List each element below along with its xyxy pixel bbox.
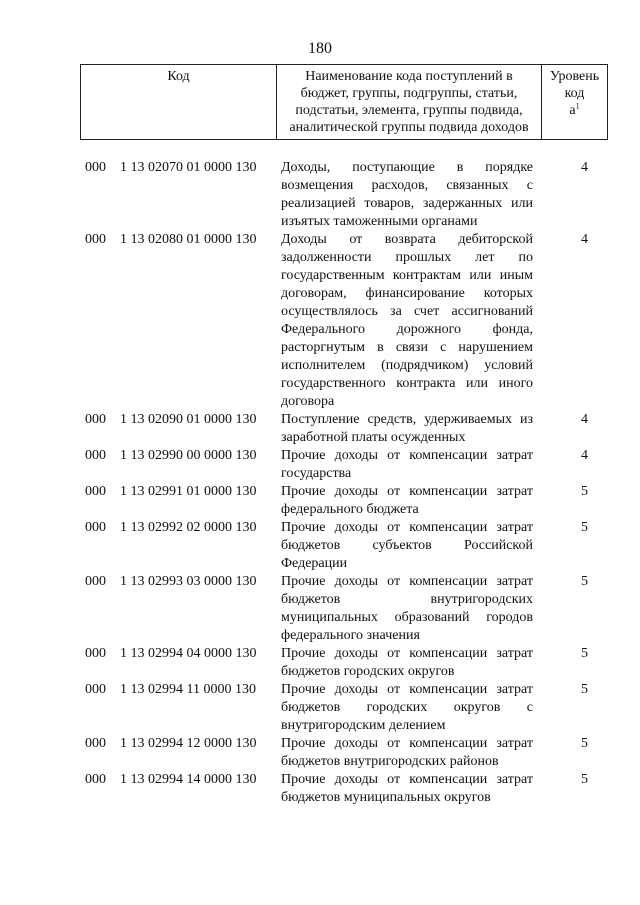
row-name: Прочие доходы от компенсации затрат государства xyxy=(281,448,533,481)
row-level: 5 xyxy=(581,736,588,751)
row-level: 5 xyxy=(581,574,588,589)
row-name: Прочие доходы от компенсации затрат бюджетов муниципальных округов xyxy=(281,772,533,805)
header-level-footnote: 1 xyxy=(575,101,580,111)
row-income-code: 1 13 02994 14 0000 130 xyxy=(120,772,257,787)
row-admin-code: 000 xyxy=(85,772,106,787)
row-admin-code: 000 xyxy=(85,484,106,499)
row-admin-code: 000 xyxy=(85,574,106,589)
table-row xyxy=(80,681,608,735)
header-level-note: а xyxy=(569,103,576,118)
row-income-code: 1 13 02993 03 0000 130 xyxy=(120,574,257,589)
row-name: Прочие доходы от компенсации затрат бюджетов городских округов с внутригородским делением xyxy=(281,682,533,733)
row-admin-code: 000 xyxy=(85,448,106,463)
row-admin-code: 000 xyxy=(85,736,106,751)
row-name: Прочие доходы от компенсации затрат бюджетов городских округов xyxy=(281,646,533,679)
row-name: Прочие доходы от компенсации затрат бюджетов внутригородских районов xyxy=(281,736,533,769)
table-body xyxy=(80,159,608,807)
row-income-code: 1 13 02994 11 0000 130 xyxy=(120,682,256,697)
row-level: 4 xyxy=(581,412,588,427)
row-level: 5 xyxy=(581,682,588,697)
row-admin-code: 000 xyxy=(85,160,106,175)
row-name: Доходы от возврата дебиторской задолженности прошлых лет по государственным контрактам или иным договорам, финансирование которых осуществлялось за счет ассигнований Федерального дорожного фонда, расторгнутым в связи с нарушением исполнителем (подрядчиком) условий государственного контракта или иного договора xyxy=(281,232,533,409)
table-row xyxy=(80,483,608,519)
table-row xyxy=(80,447,608,483)
row-income-code: 1 13 02990 00 0000 130 xyxy=(120,448,257,463)
row-level: 4 xyxy=(581,448,588,463)
row-income-code: 1 13 02994 12 0000 130 xyxy=(120,736,257,751)
header-name: Наименование кода поступлений в бюджет, группы, подгруппы, статьи, подстатьи, элемента, группы подвида, аналитической группы подвида доходов xyxy=(276,65,542,139)
row-name: Прочие доходы от компенсации затрат федерального бюджета xyxy=(281,484,533,517)
row-admin-code: 000 xyxy=(85,520,106,535)
row-admin-code: 000 xyxy=(85,232,106,247)
table-row xyxy=(80,735,608,771)
row-name: Поступление средств, удерживаемых из заработной платы осужденных xyxy=(281,412,533,445)
table-row xyxy=(80,771,608,807)
table-row xyxy=(80,411,608,447)
row-admin-code: 000 xyxy=(85,412,106,427)
table-row xyxy=(80,159,608,231)
row-level: 5 xyxy=(581,772,588,787)
header-code: Код xyxy=(167,69,190,84)
table-row xyxy=(80,645,608,681)
row-name: Прочие доходы от компенсации затрат бюджетов субъектов Российской Федерации xyxy=(281,520,533,571)
page-number: 180 xyxy=(308,40,332,57)
row-level: 5 xyxy=(581,520,588,535)
row-income-code: 1 13 02080 01 0000 130 xyxy=(120,232,257,247)
row-admin-code: 000 xyxy=(85,646,106,661)
table-header xyxy=(80,64,608,140)
table-row xyxy=(80,231,608,411)
income-codes-table xyxy=(80,64,608,807)
row-level: 4 xyxy=(581,160,588,175)
row-level: 4 xyxy=(581,232,588,247)
row-admin-code: 000 xyxy=(85,682,106,697)
row-income-code: 1 13 02070 01 0000 130 xyxy=(120,160,257,175)
header-level-text: Уровень код xyxy=(549,69,600,101)
table-row xyxy=(80,519,608,573)
row-income-code: 1 13 02991 01 0000 130 xyxy=(120,484,257,499)
row-income-code: 1 13 02994 04 0000 130 xyxy=(120,646,257,661)
row-name: Прочие доходы от компенсации затрат бюджетов внутригородских муниципальных образований городов федерального значения xyxy=(281,574,533,643)
table-row xyxy=(80,573,608,645)
row-name: Доходы, поступающие в порядке возмещения расходов, связанных с реализацией товаров, задержанных или изъятых таможенными органами xyxy=(281,160,533,229)
row-income-code: 1 13 02992 02 0000 130 xyxy=(120,520,257,535)
header-level xyxy=(542,65,607,139)
row-level: 5 xyxy=(581,646,588,661)
row-level: 5 xyxy=(581,484,588,499)
row-income-code: 1 13 02090 01 0000 130 xyxy=(120,412,257,427)
